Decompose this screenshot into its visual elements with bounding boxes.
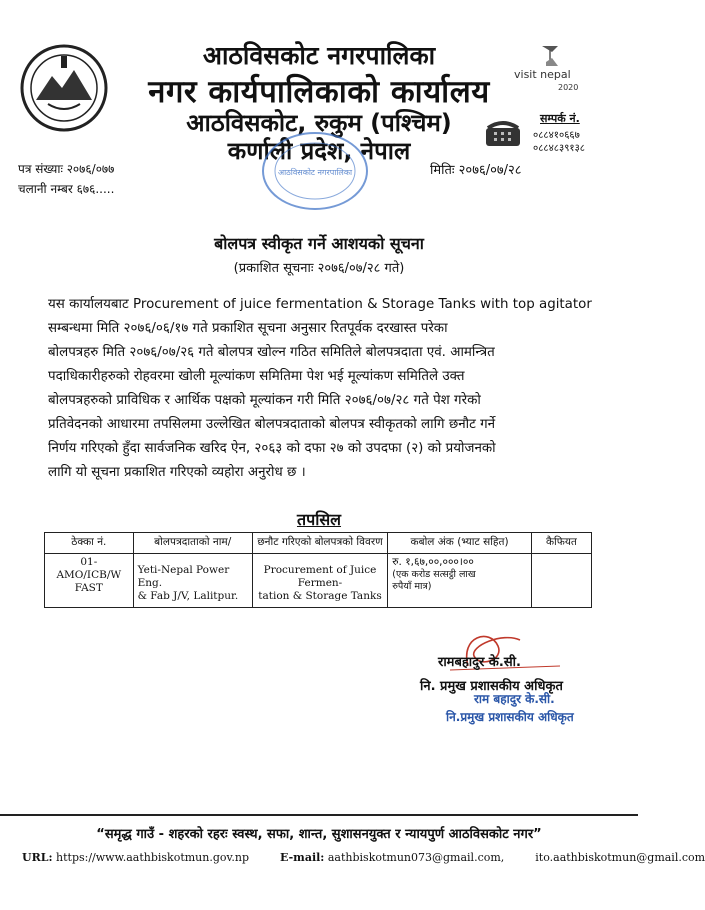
schedule-heading: तपसिल bbox=[296, 510, 342, 529]
body-line: बोलपत्रहरु मिति २०७६/०७/२६ गते बोलपत्र खोल्न गठित समितिले बोलपत्रदाता एवं. आमन्त्रित bbox=[48, 345, 495, 360]
signatory-name: रामबहादुर के.सी. bbox=[438, 655, 521, 670]
office-stamp bbox=[256, 128, 374, 214]
col-header-amount: कबोल अंक (भ्याट सहित) bbox=[388, 533, 532, 554]
office-address: आठविसकोट, रुकुम (पश्चिम) bbox=[186, 109, 452, 137]
notice-title: बोलपत्र स्वीकृत गर्ने आशयको सूचना bbox=[214, 234, 424, 253]
cell-remarks bbox=[531, 554, 591, 608]
body-line: निर्णय गरिएको हुँदा सार्वजनिक खरिद ऐन, २०६३ को दफा २७ को उपदफा (२) को प्रयोजनको bbox=[48, 441, 496, 456]
col-header-bidder: बोलपत्रदाताको नाम/ bbox=[133, 533, 252, 554]
table-row bbox=[45, 554, 592, 608]
signature-stamp-name: राम बहादुर के.सी. bbox=[474, 692, 555, 706]
letter-date: मितिः २०७६/०७/२८ bbox=[430, 163, 522, 178]
visit-nepal-year: 2020 bbox=[558, 83, 579, 92]
notice-subtitle: (प्रकाशित सूचनाः २०७६/०७/२८ गते) bbox=[233, 261, 405, 276]
contact-title: सम्पर्क नं. bbox=[540, 112, 580, 125]
bid-table bbox=[44, 532, 592, 608]
stamp-text: आठविसकोट नगरपालिका bbox=[277, 168, 353, 177]
body-line: बोलपत्रहरुको प्राविधिक र आर्थिक पक्षको मूल्यांकन गरी मिति २०७६/०७/२८ गते पेश गरेको bbox=[48, 393, 481, 408]
footer-slogan: “समृद्ध गाउँ - शहरको रहरः स्वस्थ, सफा, शान्त, सुशासनयुक्त र न्यायपुर्ण आठविसकोट नगर” bbox=[96, 827, 542, 842]
website-link[interactable]: https://www.aathbiskotmun.gov.np bbox=[56, 851, 250, 864]
email-label: E-mail: bbox=[280, 851, 325, 864]
col-header-contract: ठेक्का नं. bbox=[45, 533, 134, 554]
visit-nepal-text: visit nepal bbox=[514, 68, 571, 81]
col-header-description: छनौट गरिएको बोलपत्रको विवरण bbox=[252, 533, 387, 554]
office-name: नगर कार्यपालिकाको कार्यालय bbox=[148, 74, 490, 110]
signatory-title: नि. प्रमुख प्रशासकीय अधिकृत bbox=[420, 679, 563, 694]
telephone-icon bbox=[484, 118, 522, 148]
body-line: यस कार्यालयबाट Procurement of juice fermentation & Storage Tanks with top agitator bbox=[48, 297, 592, 312]
dispatch-number-value: ६७६..... bbox=[76, 182, 115, 196]
col-header-remarks: कैफियत bbox=[531, 533, 591, 554]
cell-amount: रु. १,६७,००,०००।०० (एक करोड सत्सट्ठी लाख रुपैयाँ मात्र) bbox=[388, 554, 532, 608]
url-label: URL: bbox=[22, 851, 53, 864]
letter-number: पत्र संख्याः २०७६/०७७ bbox=[18, 162, 115, 176]
email-link-1[interactable]: aathbiskotmun073@gmail.com, bbox=[327, 851, 505, 864]
province-name: कर्णाली प्रदेश, नेपाल bbox=[227, 137, 411, 165]
contact-number-2: ०८८४८३९१३८ bbox=[533, 143, 585, 154]
body-line: प्रतिवेदनको आधारमा तपसिलमा उल्लेखित बोलपत्रदाताको बोलपत्र स्वीकृतको लागि छनौट गर्ने bbox=[48, 417, 496, 432]
dispatch-number-label: चलानी नम्बर bbox=[18, 182, 73, 196]
dispatch-number bbox=[18, 180, 114, 197]
contact-number-1: ०८८४१०६६७ bbox=[533, 130, 580, 141]
body-line: लागि यो सूचना प्रकाशित गरिएको व्यहोरा अनुरोध छ । bbox=[48, 465, 306, 480]
cell-bidder: Yeti-Nepal Power Eng. & Fab J/V, Lalitpur. bbox=[133, 554, 252, 608]
body-line: सम्बन्धमा मिति २०७६/०६/१७ गते प्रकाशित सूचना अनुसार रितपूर्वक दरखास्त परेका bbox=[48, 321, 448, 336]
footer-contact bbox=[22, 851, 705, 864]
table-header-row bbox=[45, 533, 592, 554]
footer-divider bbox=[0, 814, 638, 816]
signature-stamp-title: नि.प्रमुख प्रशासकीय अधिकृत bbox=[446, 710, 574, 724]
cell-description: Procurement of Juice Fermen- tation & Storage Tanks bbox=[252, 554, 387, 608]
body-line: पदाधिकारीहरुको रोहवरमा खोली मूल्यांकण समितिमा पेश भई मूल्यांकण समितिले उक्त bbox=[48, 369, 465, 384]
email-link-2[interactable]: ito.aathbiskotmun@gmail.com bbox=[535, 851, 705, 864]
cell-contract-no: 01- AMO/ICB/W FAST bbox=[45, 554, 134, 608]
municipality-name: आठविसकोट नगरपालिका bbox=[202, 41, 436, 70]
